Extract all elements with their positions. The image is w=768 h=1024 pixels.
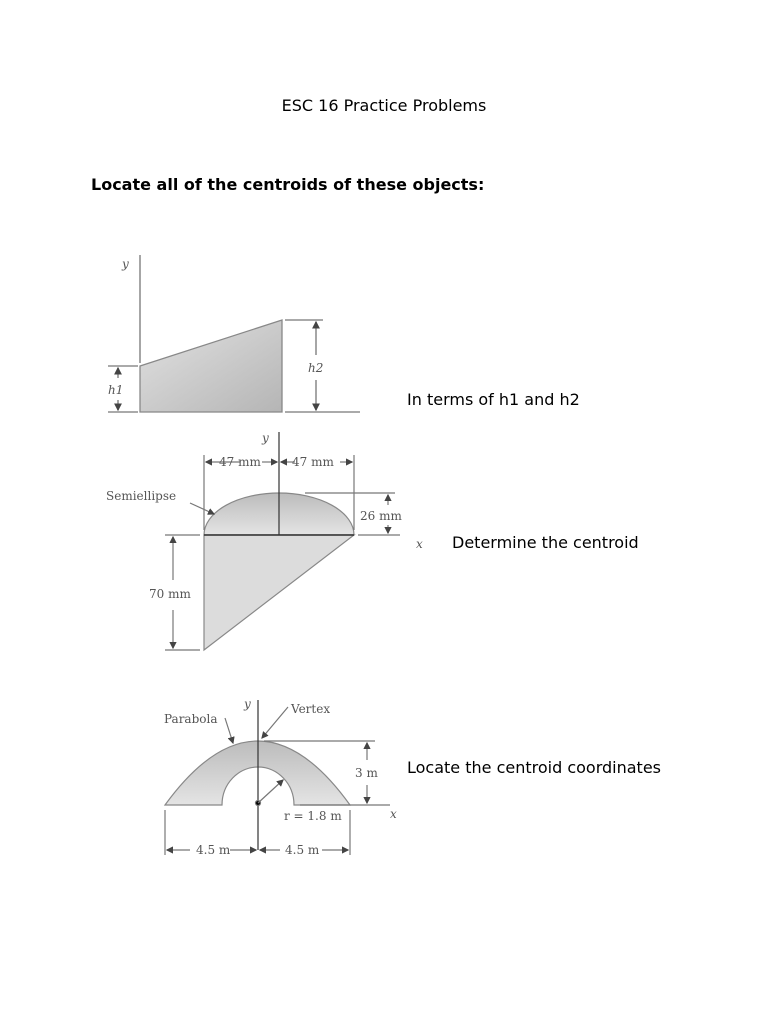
fig1-h2-label: h2 xyxy=(308,361,324,375)
section-heading: Locate all of the centroids of these objects: xyxy=(91,175,485,194)
problem-1-instruction: In terms of h1 and h2 xyxy=(407,390,580,409)
triangle-shape xyxy=(204,535,354,650)
fig3-vertex-label: Vertex xyxy=(291,702,331,716)
trapezoid-shape xyxy=(140,320,282,412)
fig3-radius-label: r = 1.8 m xyxy=(284,809,342,823)
fig3-y-label: y xyxy=(244,697,251,711)
fig2-70mm-label: 70 mm xyxy=(149,587,191,601)
fig3-height-label: 3 m xyxy=(355,766,378,780)
figure-1-trapezoid xyxy=(108,255,360,412)
problem-2-instruction: Determine the centroid xyxy=(452,533,639,552)
fig2-26mm-label: 26 mm xyxy=(360,509,402,523)
fig3-parabola-label: Parabola xyxy=(164,712,218,726)
figure-2-semiellipse xyxy=(165,432,400,650)
fig3-x-label: x xyxy=(390,807,397,821)
fig1-h1-label: h1 xyxy=(108,383,124,397)
problem-3-instruction: Locate the centroid coordinates xyxy=(407,758,661,777)
document-title: ESC 16 Practice Problems xyxy=(281,96,487,115)
fig2-semiellipse-label: Semiellipse xyxy=(106,489,177,503)
fig2-y-label: y xyxy=(262,431,269,445)
fig2-x-label: x xyxy=(416,537,423,551)
fig3-left-width: 4.5 m xyxy=(196,843,231,857)
fig1-y-label: y xyxy=(122,257,129,271)
fig2-left-width: 47 mm xyxy=(219,455,261,469)
fig3-right-width: 4.5 m xyxy=(285,843,320,857)
fig2-right-width: 47 mm xyxy=(292,455,334,469)
